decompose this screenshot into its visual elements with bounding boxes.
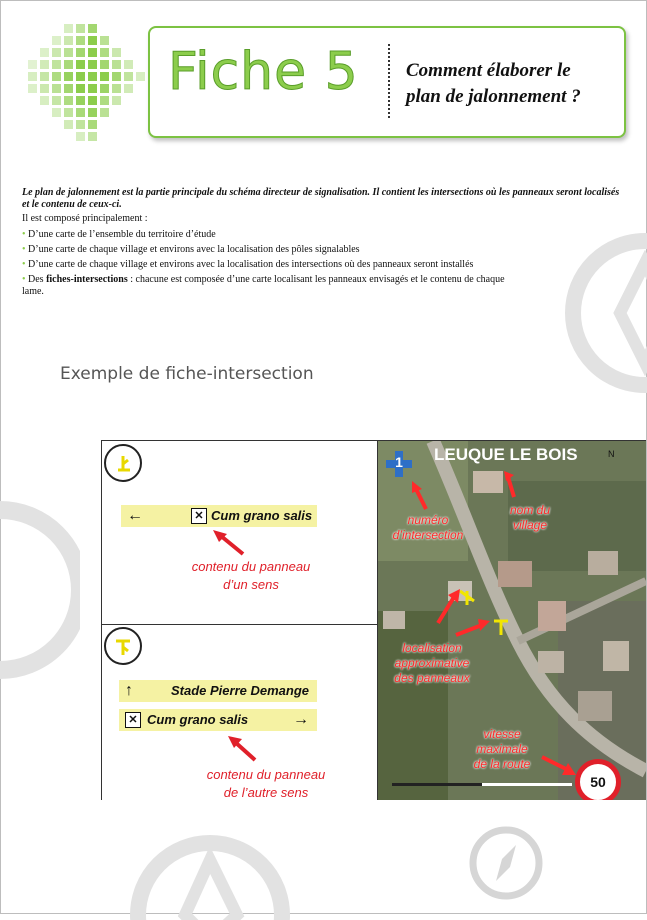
note-line: d’un sens bbox=[223, 577, 279, 592]
bullet-mark: • bbox=[22, 259, 26, 270]
section-title: Exemple de fiche-intersection bbox=[60, 364, 314, 384]
north-arrow-icon: N bbox=[608, 449, 615, 459]
note-line: numéro bbox=[407, 513, 449, 527]
intro-bullet-4 bbox=[22, 274, 522, 298]
note-line: vitesse bbox=[483, 727, 521, 741]
note-line: contenu du panneau bbox=[191, 559, 311, 574]
intro-text bbox=[22, 187, 622, 298]
direction-circle-1-icon bbox=[104, 444, 142, 482]
speed-limit-sign: 50 bbox=[575, 759, 621, 800]
sign-panel-1 bbox=[121, 505, 317, 527]
note-line: maximale bbox=[476, 742, 528, 756]
subtitle-line-1: Comment élaborer le bbox=[406, 60, 571, 81]
aerial-map bbox=[378, 441, 646, 800]
map-note-numero bbox=[386, 513, 470, 543]
annotation-arrow-1-icon bbox=[209, 528, 249, 560]
utensils-icon: ✕ bbox=[125, 712, 141, 728]
intro-bullet-3 bbox=[22, 259, 622, 271]
map-arrow-loc-2-icon bbox=[452, 617, 492, 641]
intersection-number-badge bbox=[386, 451, 412, 477]
map-note-nom bbox=[498, 503, 562, 533]
dots-logo-icon bbox=[20, 20, 150, 145]
note-line: des panneaux bbox=[394, 671, 470, 685]
intersection-number: 1 bbox=[395, 454, 403, 470]
arrow-left-icon: ← bbox=[127, 507, 143, 524]
note-line: contenu du panneau bbox=[206, 767, 326, 782]
sign-panel-1-text: Cum grano salis bbox=[211, 508, 313, 523]
note-line: village bbox=[512, 518, 548, 532]
note-line: d’intersection bbox=[392, 528, 464, 542]
note-line: approximative bbox=[394, 656, 470, 670]
map-arrow-vitesse-icon bbox=[538, 751, 578, 779]
example-fiche bbox=[101, 440, 646, 800]
note-line: de l’autre sens bbox=[223, 785, 309, 800]
bullet-bold: fiches-intersections bbox=[46, 274, 128, 285]
bullet-rest: : chacune est composée d’une carte localisant les panneaux envisagés et le contenu de bbox=[127, 274, 474, 285]
example-divider-horizontal bbox=[101, 624, 377, 625]
bullet-mark: • bbox=[22, 229, 26, 240]
sign-panel-3-text: Cum grano salis bbox=[147, 712, 249, 727]
note-one-direction bbox=[171, 558, 331, 594]
subtitle-line-2: plan de jalonnement ? bbox=[406, 86, 581, 107]
bullet-text: D’une carte de chaque village et environs avec la localisation des pôles signalables bbox=[28, 244, 360, 255]
sign-panel-3 bbox=[119, 709, 317, 731]
direction-circle-2-icon bbox=[104, 627, 142, 665]
arrow-up-icon: ↑ bbox=[125, 682, 133, 699]
example-left-border bbox=[101, 440, 102, 800]
sign-panel-2 bbox=[119, 680, 317, 702]
intro-bullet-2 bbox=[22, 244, 622, 256]
bullet-prefix: Des bbox=[28, 274, 47, 285]
map-arrow-numero-icon bbox=[408, 479, 432, 513]
map-note-vitesse bbox=[452, 727, 552, 772]
bullet-mark: • bbox=[22, 274, 26, 285]
header-divider bbox=[388, 44, 390, 118]
bullet-text: D’une carte de l’ensemble du territoire d’étude bbox=[28, 229, 216, 240]
intro-lead: Le plan de jalonnement est la partie principale du schéma directeur de signalisation. Il contient les intersections où les panneaux seront localisés et le contenu de ceux-ci. bbox=[22, 187, 620, 210]
annotation-arrow-2-icon bbox=[225, 734, 261, 766]
note-other-direction bbox=[181, 766, 351, 802]
bullet-cont: chaque lame. bbox=[22, 274, 505, 297]
note-line: localisation bbox=[402, 641, 462, 655]
note-line: nom du bbox=[509, 503, 551, 517]
header-subtitle bbox=[406, 58, 616, 110]
map-village-name: LEUQUE LE BOIS bbox=[434, 445, 578, 464]
map-note-localisation bbox=[380, 641, 484, 686]
bullet-text: D’une carte de chaque village et environs avec la localisation des intersections où des panneaux seront installés bbox=[28, 259, 474, 270]
sign-panel-2-text: Stade Pierre Demange bbox=[171, 683, 310, 698]
bullet-mark: • bbox=[22, 244, 26, 255]
utensils-icon: ✕ bbox=[191, 508, 207, 524]
intro-bullet-1 bbox=[22, 229, 622, 241]
compass-watermark-bottom-icon bbox=[125, 830, 295, 920]
arrow-right-icon: → bbox=[293, 711, 309, 728]
compass-watermark-left-icon bbox=[0, 490, 80, 690]
fiche-title: Fiche 5 bbox=[168, 42, 359, 102]
note-line: de la route bbox=[473, 757, 531, 771]
intro-composed: Il est composé principalement : bbox=[22, 213, 148, 224]
compass-small-icon bbox=[466, 823, 546, 903]
map-arrow-nom-icon bbox=[502, 469, 522, 499]
